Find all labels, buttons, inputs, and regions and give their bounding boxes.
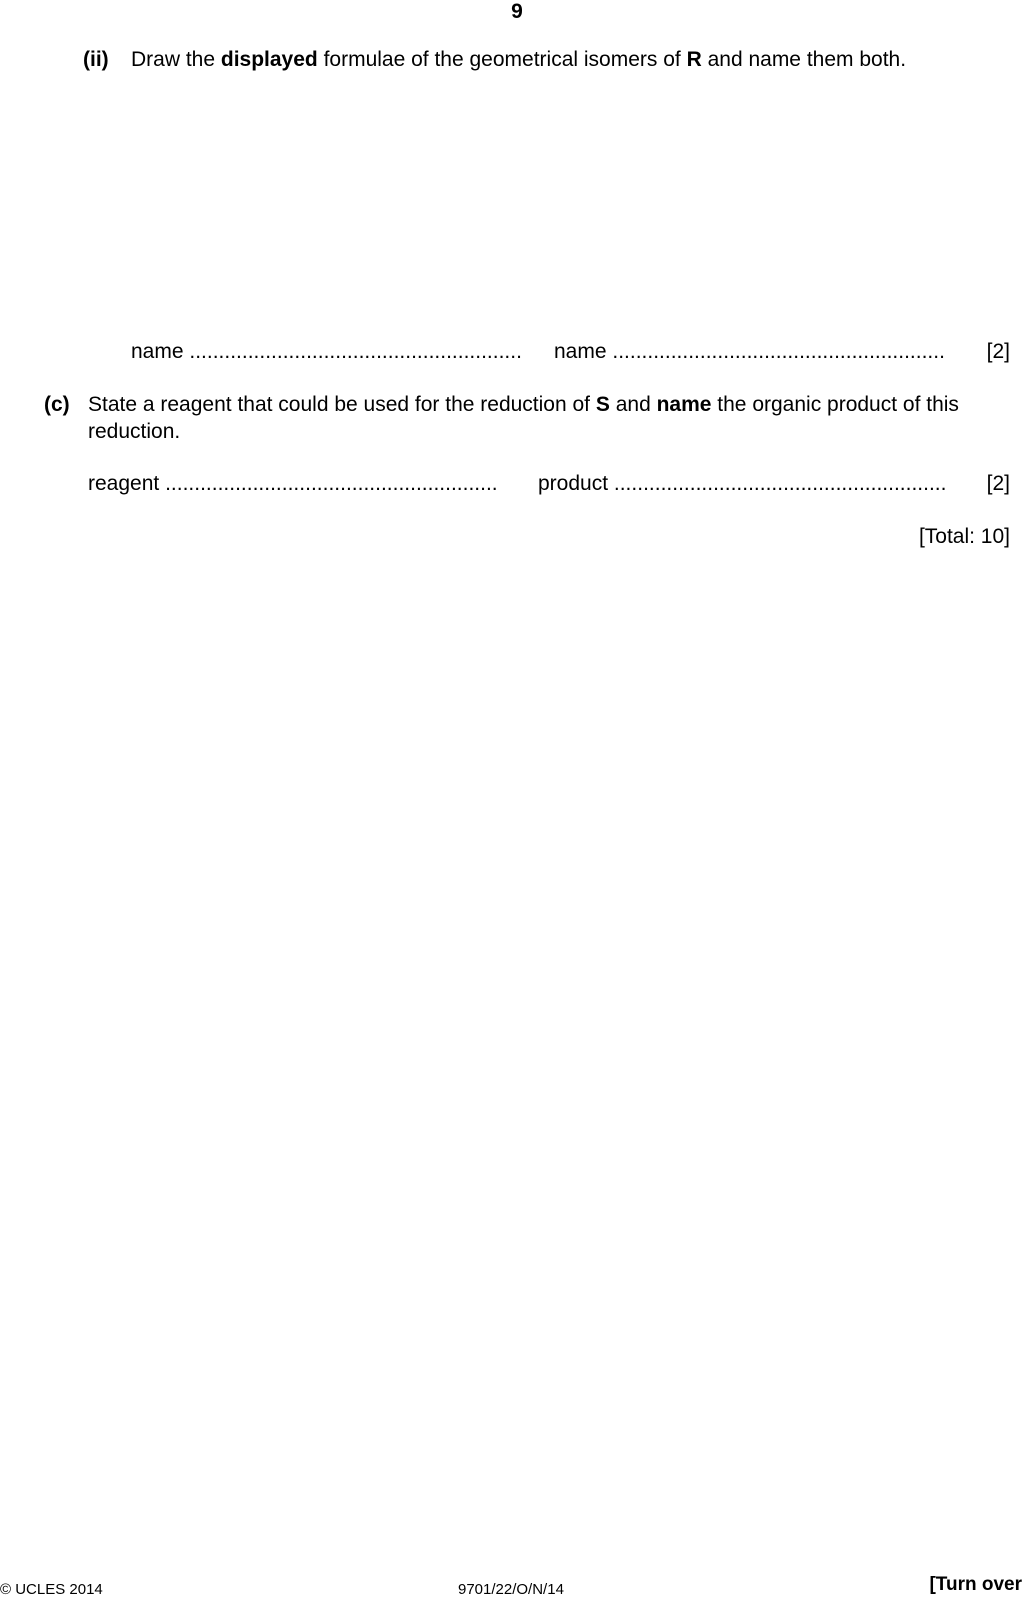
question-text-ii-before: Draw the	[131, 48, 221, 71]
page-number: 9	[511, 0, 523, 23]
question-text-ii-after: and name them both.	[701, 48, 907, 71]
question-text-c-middle: and	[609, 393, 657, 416]
answer-dots-reagent: .........................................................	[165, 472, 498, 495]
footer-copyright: © UCLES 2014	[0, 1581, 103, 1598]
marks-c: [2]	[986, 472, 1010, 495]
marks-ii: [2]	[986, 340, 1010, 363]
question-text-c-before: State a reagent that could be used for the reduction of	[88, 393, 596, 416]
question-text-c-line1	[88, 393, 959, 417]
answer-line-reagent	[88, 472, 498, 496]
question-text-ii-bold-word: displayed	[220, 48, 318, 71]
question-text-c-after: the organic product of this	[711, 393, 959, 416]
answer-label-reagent: reagent	[88, 472, 160, 495]
question-text-c-bold-word: name	[656, 393, 712, 416]
question-text-ii	[131, 48, 906, 72]
answer-line-name-2	[554, 340, 945, 364]
question-text-c-bold-letter: S	[595, 393, 610, 416]
answer-dots-product: .........................................................	[613, 472, 947, 495]
answer-label-name-1: name	[131, 340, 184, 363]
answer-dots-name-2: .........................................................	[612, 340, 945, 363]
footer-turn-over: [Turn over	[929, 1574, 1022, 1595]
answer-label-product: product	[538, 472, 609, 495]
question-label-c: (c)	[44, 393, 70, 416]
footer-paper-code: 9701/22/O/N/14	[458, 1581, 564, 1598]
answer-line-name-1	[131, 340, 522, 364]
question-label-ii: (ii)	[83, 48, 109, 71]
answer-line-product	[538, 472, 946, 496]
answer-label-name-2: name	[554, 340, 607, 363]
answer-dots-name-1: .........................................................	[189, 340, 522, 363]
question-text-c-line2: reduction.	[88, 420, 181, 443]
total-marks: [Total: 10]	[918, 525, 1010, 548]
question-text-ii-middle: formulae of the geometrical isomers of	[317, 48, 687, 71]
question-text-ii-bold-letter: R	[686, 48, 702, 71]
